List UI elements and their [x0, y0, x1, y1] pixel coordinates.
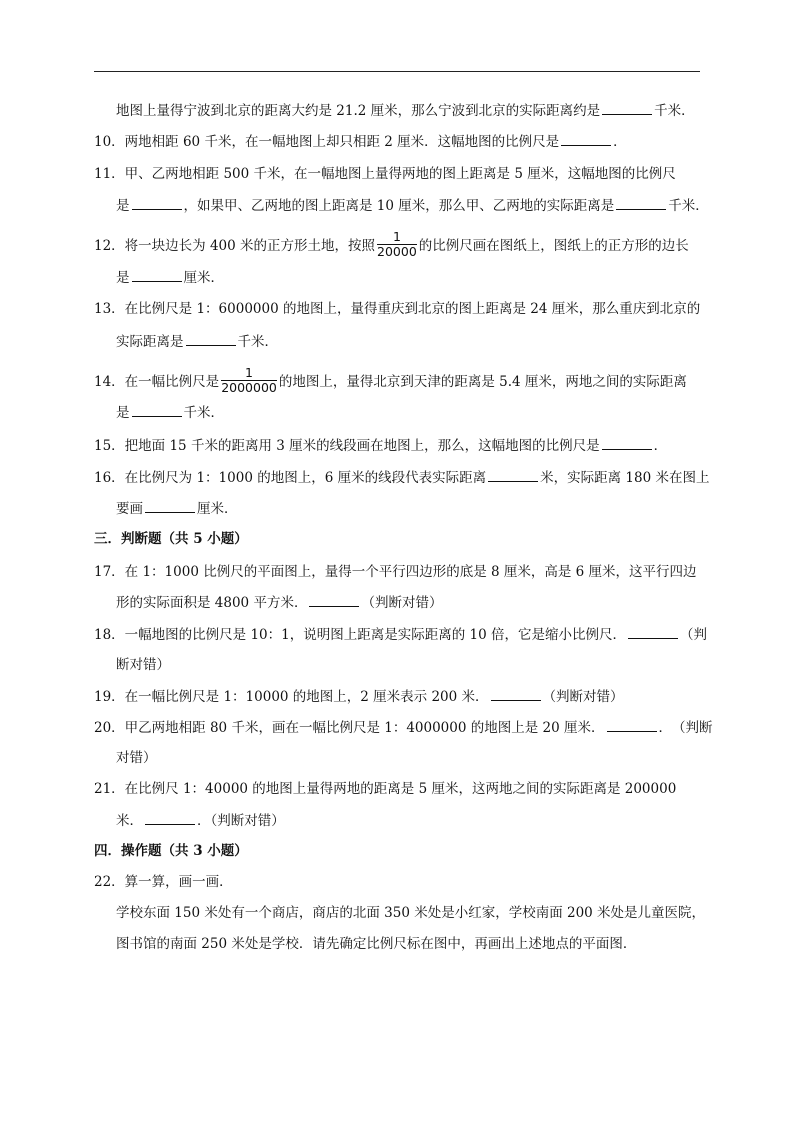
- text: 是: [116, 405, 130, 421]
- answer-blank[interactable]: [145, 499, 195, 513]
- q9-continuation: [116, 101, 695, 120]
- text: 16．在比例尺为 1：1000 的地图上，6 厘米的线段代表实际距离: [94, 470, 487, 486]
- text: 实际距离是: [116, 334, 184, 350]
- question-20: [94, 718, 713, 737]
- text: 21．在比例尺 1：40000 的地图上量得两地的距离是 5 厘米，这两地之间的实际距离是 200000: [94, 781, 677, 797]
- text: 15．把地面 15 千米的距离用 3 厘米的线段画在地图上，那么，这幅地图的比例尺是: [94, 438, 600, 454]
- question-16: [94, 468, 709, 487]
- text: 千米．: [237, 334, 278, 350]
- text: 的地图上，量得北京到天津的距离是 5.4 厘米，两地之间的实际距离: [278, 374, 687, 390]
- fraction-numerator: 1: [392, 229, 401, 244]
- text: 是: [116, 198, 130, 214]
- text: 千米．: [668, 198, 709, 214]
- question-12-line2: [116, 268, 224, 287]
- question-15: [94, 436, 667, 455]
- text: 是: [116, 270, 130, 286]
- question-10: [94, 132, 627, 151]
- question-22-body-line1: 学校东面 150 米处有一个商店，商店的北面 350 米处是小红家，学校南面 200 米处是儿童医院，: [116, 905, 706, 921]
- question-13: [94, 300, 700, 318]
- question-18-line2: [116, 656, 170, 674]
- text: 千米．: [183, 405, 224, 421]
- answer-blank[interactable]: [132, 268, 182, 282]
- text: 千米．: [654, 103, 695, 119]
- answer-blank[interactable]: [602, 101, 652, 115]
- text: 厘米．: [183, 270, 224, 286]
- text: ． （判断: [658, 720, 713, 736]
- text: 19．在一幅比例尺是 1：10000 的地图上，2 厘米表示 200 米．: [94, 689, 489, 705]
- question-20-line2: [116, 749, 157, 767]
- fraction-numerator: 1: [245, 365, 253, 380]
- section-heading-operation: 四．操作题（共 3 小题）: [94, 843, 248, 859]
- question-12: [94, 229, 689, 261]
- header-rule: [94, 71, 700, 72]
- answer-blank[interactable]: [491, 687, 541, 701]
- answer-blank[interactable]: [132, 196, 182, 210]
- text: 13．在比例尺是 1：6000000 的地图上，量得重庆到北京的图上距离是 24 厘米，那么重庆到北京的: [94, 301, 701, 317]
- question-17-line2: [116, 593, 442, 612]
- section-heading-judgement: 三．判断题（共 5 小题）: [94, 531, 248, 547]
- text: ．（判断对错）: [197, 813, 285, 829]
- question-21-line2: [116, 811, 285, 830]
- text: 形的实际面积是 4800 平方米．: [116, 595, 308, 611]
- answer-blank[interactable]: [607, 718, 657, 732]
- answer-blank[interactable]: [186, 332, 236, 346]
- question-14-line2: [116, 403, 224, 422]
- question-11-line2: [116, 196, 709, 215]
- question-19: [94, 687, 624, 706]
- text: （判: [680, 627, 707, 643]
- answer-blank[interactable]: [616, 196, 666, 210]
- text: ．: [653, 438, 668, 454]
- text: 要画: [116, 501, 143, 517]
- question-14: [94, 365, 687, 397]
- text: 地图上量得宁波到北京的距离大约是 21.2 厘米，那么宁波到北京的实际距离约是: [116, 103, 601, 119]
- question-18: [94, 625, 707, 644]
- text: 厘米．: [197, 501, 238, 517]
- fraction-1-2000000: [221, 366, 277, 395]
- text: （判断对错）: [542, 689, 624, 705]
- answer-blank[interactable]: [602, 436, 652, 450]
- text: 18．一幅地图的比例尺是 10：1，说明图上距离是实际距离的 10 倍，它是缩小比例尺．: [94, 627, 626, 643]
- text: 14．在一幅比例尺是: [94, 374, 220, 390]
- question-13-line2: [116, 332, 278, 351]
- text: 11．甲、乙两地相距 500 千米，在一幅地图上量得两地的图上距离是 5 厘米，这幅地图的比例尺: [94, 166, 676, 182]
- fraction-1-20000: [377, 230, 417, 259]
- answer-blank[interactable]: [145, 811, 195, 825]
- question-11: [94, 165, 676, 183]
- question-17: [94, 563, 697, 581]
- question-21: [94, 780, 676, 798]
- text: 对错）: [116, 750, 157, 766]
- fraction-denominator: 2000000: [221, 380, 277, 395]
- text: 10．两地相距 60 千米，在一幅地图上却只相距 2 厘米．这幅地图的比例尺是: [94, 134, 560, 150]
- answer-blank[interactable]: [309, 593, 359, 607]
- question-22-body-line2: 图书馆的南面 250 米处是学校．请先确定比例尺标在图中，再画出上述地点的平面图．: [116, 936, 637, 952]
- text: 断对错）: [116, 657, 170, 673]
- text: 17．在 1：1000 比例尺的平面图上，量得一个平行四边形的底是 8 厘米，高是 6 厘米，这平行四边: [94, 564, 697, 580]
- text: ，如果甲、乙两地的图上距离是 10 厘米，那么甲、乙两地的实际距离是: [183, 198, 615, 214]
- question-16-line2: [116, 499, 238, 518]
- question-22: 22．算一算，画一画．: [94, 874, 233, 890]
- text: 12．将一块边长为 400 米的正方形土地，按照: [94, 238, 376, 254]
- text: 的比例尺画在图纸上，图纸上的正方形的边长: [418, 238, 689, 254]
- answer-blank[interactable]: [488, 468, 538, 482]
- text: （判断对错）: [361, 595, 443, 611]
- answer-blank[interactable]: [132, 403, 182, 417]
- text: ．: [613, 134, 627, 150]
- fraction-denominator: 20000: [377, 244, 417, 259]
- text: 米，实际距离 180 米在图上: [540, 470, 710, 486]
- text: 20．甲乙两地相距 80 千米，画在一幅比例尺是 1：4000000 的地图上是 20 厘米．: [94, 720, 605, 736]
- answer-blank[interactable]: [561, 132, 611, 146]
- answer-blank[interactable]: [628, 625, 678, 639]
- text: 米．: [116, 813, 143, 829]
